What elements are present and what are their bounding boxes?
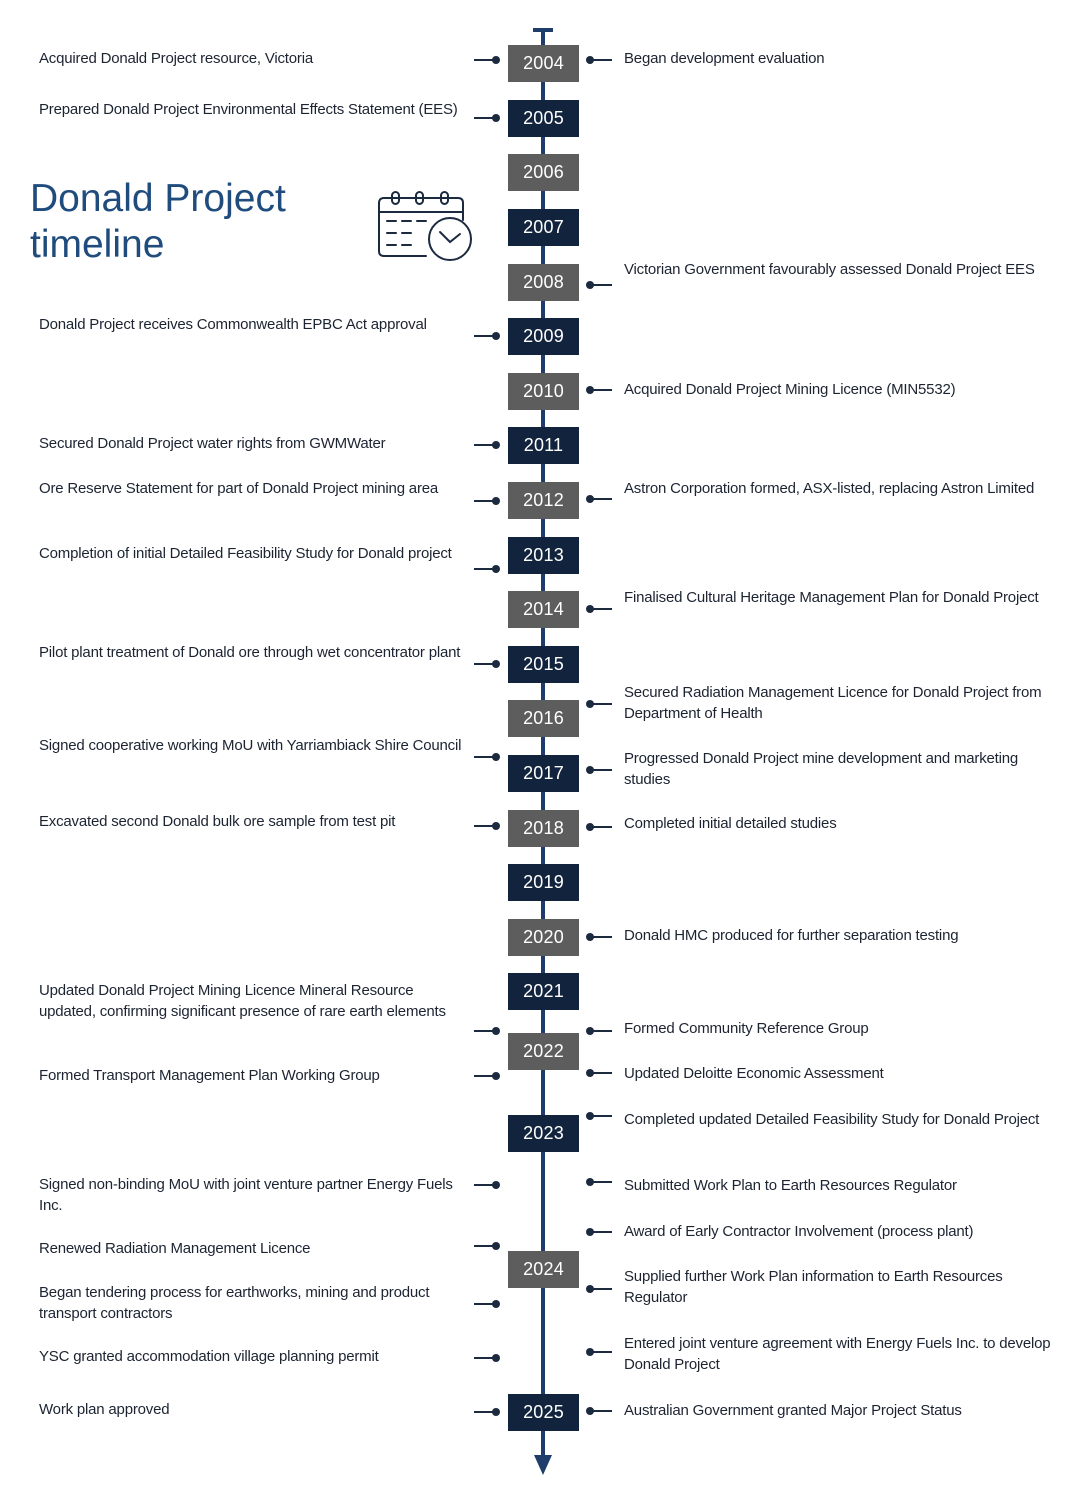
right-connector [588,284,612,286]
right-connector [588,1351,612,1353]
left-event: Ore Reserve Statement for part of Donald Project mining area [39,480,439,497]
right-event: Progressed Donald Project mine development and marketing studies [624,750,1019,788]
year-box-2006: 2006 [508,154,579,191]
left-connector [474,1245,498,1247]
calendar-clock-icon [374,188,476,268]
right-connector [588,936,612,938]
year-box-2025: 2025 [508,1394,579,1431]
year-box-2013: 2013 [508,537,579,574]
right-connector [588,498,612,500]
right-connector [588,1231,612,1233]
left-connector [474,59,498,61]
left-event: Donald Project receives Commonwealth EPBC Act approval [39,316,427,333]
right-connector [588,769,612,771]
year-box-2004: 2004 [508,45,579,82]
page-title: Donald Project timeline [30,177,286,266]
right-connector [588,1181,612,1183]
right-event: Victorian Government favourably assessed Donald Project EES [624,261,1035,278]
left-event: Formed Transport Management Plan Working Group [39,1067,380,1084]
right-event: Astron Corporation formed, ASX-listed, replacing Astron Limited [624,480,1035,497]
year-box-2008: 2008 [508,264,579,301]
year-box-2018: 2018 [508,810,579,847]
right-connector [588,826,612,828]
right-event: Award of Early Contractor Involvement (process plant) [624,1223,974,1240]
year-box-2010: 2010 [508,373,579,410]
right-connector [588,1072,612,1074]
right-event: Completed updated Detailed Feasibility Study for Donald Project [624,1111,1040,1128]
year-box-2024: 2024 [508,1251,579,1288]
left-connector [474,1184,498,1186]
left-event: Signed non-binding MoU with joint venture partner Energy Fuels Inc. [39,1176,453,1214]
right-event: Submitted Work Plan to Earth Resources Regulator [624,1177,957,1194]
right-event: Acquired Donald Project Mining Licence (MIN5532) [624,381,956,398]
left-connector [474,825,498,827]
left-event: Completion of initial Detailed Feasibility Study for Donald project [39,545,452,562]
left-connector [474,568,498,570]
left-connector [474,500,498,502]
year-box-2017: 2017 [508,755,579,792]
year-box-2022: 2022 [508,1033,579,1070]
right-connector [588,1288,612,1290]
left-event: Prepared Donald Project Environmental Effects Statement (EES) [39,101,458,118]
right-connector [588,1115,612,1117]
left-connector [474,444,498,446]
right-event: Updated Deloitte Economic Assessment [624,1065,884,1082]
left-event: Began tendering process for earthworks, mining and product transport contractors [39,1284,430,1322]
right-event: Completed initial detailed studies [624,815,837,832]
left-event: Pilot plant treatment of Donald ore through wet concentrator plant [39,644,461,661]
left-event: YSC granted accommodation village planning permit [39,1348,379,1365]
left-connector [474,1357,498,1359]
right-event: Donald HMC produced for further separation testing [624,927,959,944]
right-event: Secured Radiation Management Licence for Donald Project from Department of Health [624,684,1042,722]
left-connector [474,1411,498,1413]
right-connector [588,389,612,391]
left-connector [474,1303,498,1305]
year-box-2020: 2020 [508,919,579,956]
left-connector [474,1030,498,1032]
right-event: Supplied further Work Plan information to Earth Resources Regulator [624,1268,1003,1306]
year-box-2021: 2021 [508,973,579,1010]
right-event: Finalised Cultural Heritage Management Plan for Donald Project [624,589,1039,606]
year-box-2015: 2015 [508,646,579,683]
left-event: Work plan approved [39,1401,170,1418]
left-connector [474,663,498,665]
right-connector [588,703,612,705]
right-event: Australian Government granted Major Project Status [624,1402,962,1419]
year-box-2012: 2012 [508,482,579,519]
right-event: Began development evaluation [624,50,825,67]
left-event: Acquired Donald Project resource, Victoria [39,50,313,67]
year-box-2016: 2016 [508,700,579,737]
timeline-arrow-head [534,1455,552,1475]
right-connector [588,608,612,610]
year-box-2023: 2023 [508,1115,579,1152]
right-connector [588,1030,612,1032]
right-connector [588,1410,612,1412]
right-event: Formed Community Reference Group [624,1020,869,1037]
left-connector [474,1075,498,1077]
left-event: Excavated second Donald bulk ore sample from test pit [39,813,396,830]
left-event: Renewed Radiation Management Licence [39,1240,311,1257]
left-event: Updated Donald Project Mining Licence Mineral Resource updated, confirming significant presence of rare earth elements [39,982,446,1020]
right-connector [588,59,612,61]
year-box-2009: 2009 [508,318,579,355]
year-box-2014: 2014 [508,591,579,628]
left-connector [474,335,498,337]
left-event: Signed cooperative working MoU with Yarriambiack Shire Council [39,737,462,754]
year-box-2019: 2019 [508,864,579,901]
left-connector [474,756,498,758]
year-box-2007: 2007 [508,209,579,246]
year-box-2011: 2011 [508,427,579,464]
left-connector [474,117,498,119]
left-event: Secured Donald Project water rights from GWMWater [39,435,386,452]
year-box-2005: 2005 [508,100,579,137]
right-event: Entered joint venture agreement with Energy Fuels Inc. to develop Donald Project [624,1335,1051,1373]
timeline-spine-cap [533,28,553,32]
